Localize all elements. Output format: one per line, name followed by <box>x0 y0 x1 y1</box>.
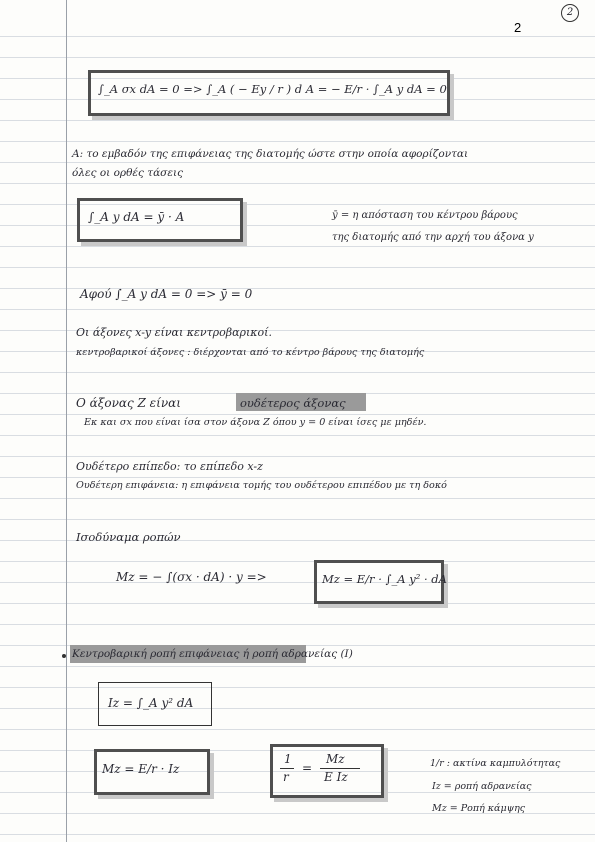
ruled-line <box>0 162 595 163</box>
centroidal-axes-line2: κεντροβαρικοί άξονες : διέρχονται από το κέντρο βάρους της διατομής <box>76 347 425 358</box>
ruled-line <box>0 246 595 247</box>
ruled-line <box>0 687 595 688</box>
neutral-plane-line1: Ουδέτερο επίπεδο: το επίπεδο x-z <box>76 460 263 473</box>
circled-page-number: 2 <box>561 4 579 22</box>
ruled-line <box>0 309 595 310</box>
ruled-line <box>0 834 595 835</box>
ybar-note-line1: ȳ = η απόσταση του κέντρου βάρους <box>332 210 518 221</box>
ruled-line <box>0 708 595 709</box>
ruled-line <box>0 183 595 184</box>
equation-inertia: Iz = ∫_A y² dA <box>108 696 194 710</box>
ruled-line <box>0 120 595 121</box>
ruled-line <box>0 372 595 373</box>
legend-inertia: Iz = ροπή αδρανείας <box>432 781 532 792</box>
equation-moment-boxed: Mz = E/r · ∫_A y² · dA <box>322 572 447 586</box>
equation-ybar-zero: Αφού ∫_A y dA = 0 => ȳ = 0 <box>80 287 253 301</box>
equation-integral-sigma: ∫_A σx dA = 0 => ∫_A ( − Ey / r ) d A = − E/r · ∫_A y dA = 0 <box>98 82 447 96</box>
ruled-line <box>0 729 595 730</box>
neutral-axis-highlight: ουδέτερος άξονας <box>240 396 346 410</box>
neutral-axis-prefix: Ο άξονας Z είναι <box>76 396 181 410</box>
ruled-line <box>0 582 595 583</box>
ruled-line <box>0 414 595 415</box>
legend-curvature: 1/r : ακτίνα καμπυλότητας <box>430 758 561 769</box>
area-definition-line1: A: το εμβαδόν της επιφάνειας της διατομής ώστε στην οποία αφορίζονται <box>72 148 469 160</box>
inertia-heading: Κεντροβαρική ροπή επιφάνειας ή ροπή αδρανείας (I) <box>72 648 353 660</box>
equation-moment-inertia: Mz = E/r · Iz <box>102 762 180 776</box>
curvature-right-numerator: Mz <box>326 752 345 766</box>
ruled-line <box>0 561 595 562</box>
ruled-line <box>0 456 595 457</box>
ruled-line <box>0 498 595 499</box>
equation-first-moment: ∫_A y dA = ȳ · A <box>88 210 185 224</box>
curvature-fraction-bar-left <box>280 768 294 769</box>
ruled-line <box>0 141 595 142</box>
curvature-equals: = <box>302 761 313 775</box>
curvature-numerator: 1 <box>284 752 292 766</box>
ruled-line <box>0 519 595 520</box>
ruled-line <box>0 435 595 436</box>
area-definition-line2: όλες οι ορθές τάσεις <box>72 167 183 179</box>
curvature-right-denominator: E Iz <box>324 770 348 784</box>
page-number: 2 <box>514 20 522 35</box>
ruled-line <box>0 267 595 268</box>
neutral-axis-line2: Εκ και σx που είναι ίσα στον άξονα Z όπου y = 0 είναι ίσες με μηδέν. <box>84 417 427 428</box>
neutral-plane-line2: Ουδέτερη επιφάνεια: η επιφάνεια τομής του ουδέτερου επιπέδου με τη δοκό <box>76 480 447 491</box>
equation-moment-left: Mz = − ∫(σx · dA) · y => <box>116 570 267 584</box>
legend-bending-moment: Mz = Ροπή κάμψης <box>432 803 526 814</box>
ybar-note-line2: της διατομής από την αρχή του άξονα y <box>332 232 534 243</box>
ruled-line <box>0 624 595 625</box>
margin-line <box>66 0 67 842</box>
ruled-line <box>0 57 595 58</box>
ruled-line <box>0 603 595 604</box>
equation-curvature <box>280 748 372 788</box>
curvature-fraction-bar-right <box>320 768 360 769</box>
ruled-line <box>0 666 595 667</box>
curvature-denominator: r <box>283 770 289 784</box>
bullet-dot <box>62 654 66 658</box>
centroidal-axes-line1: Οι άξονες x-y είναι κεντροβαρικοί. <box>76 326 272 339</box>
ruled-line <box>0 36 595 37</box>
moment-equivalence-title: Ισοδύναμα ροπών <box>76 530 181 544</box>
ruled-line <box>0 477 595 478</box>
